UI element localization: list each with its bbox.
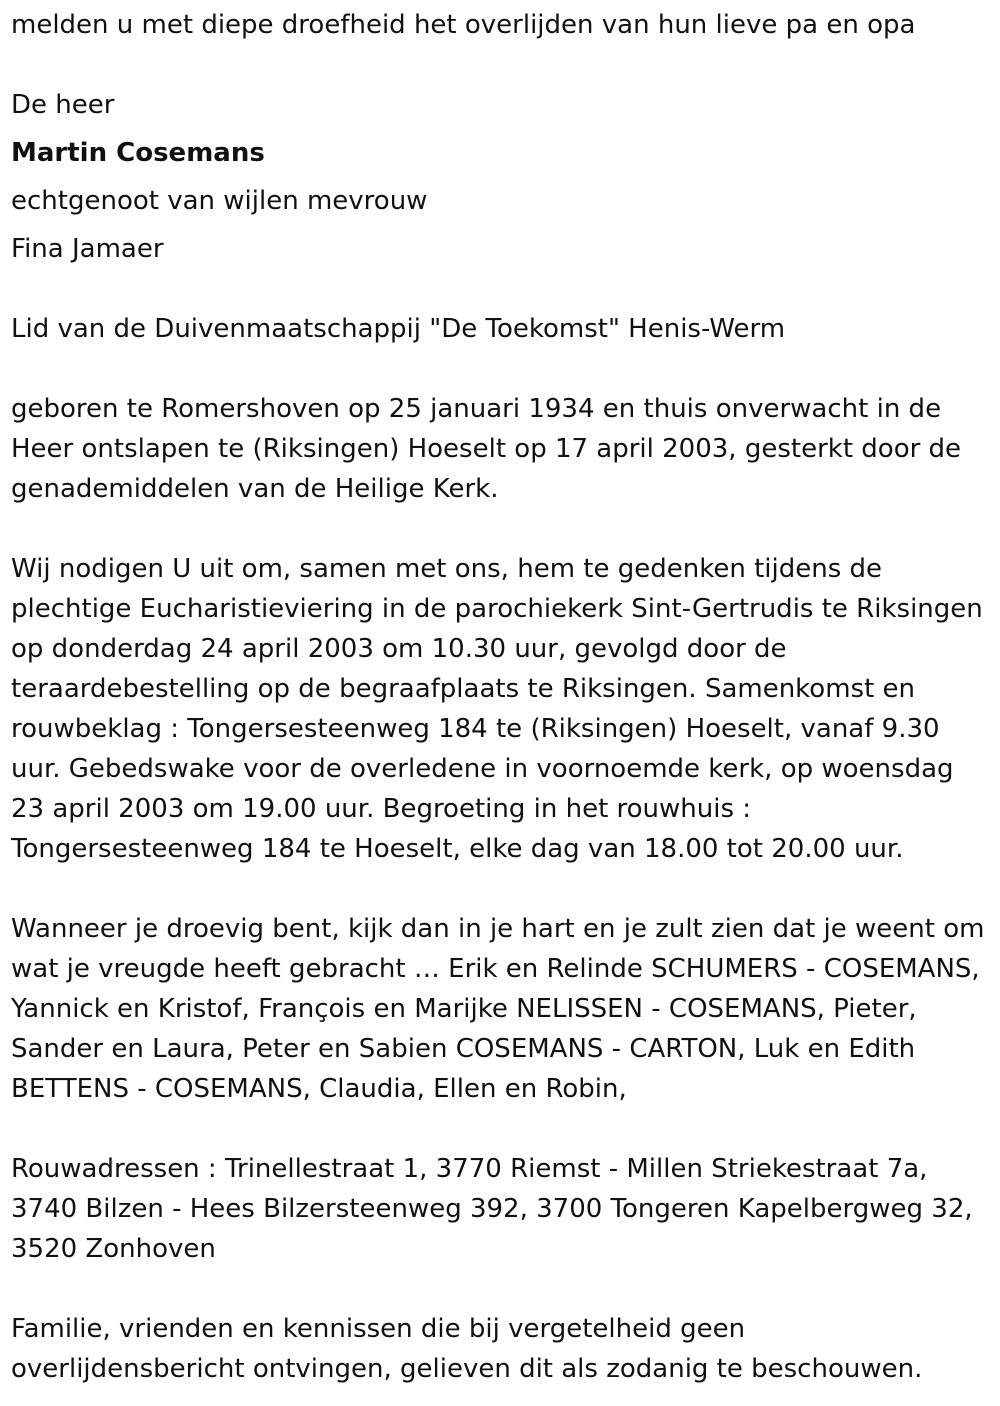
- birth-death-paragraph: geboren te Romershoven op 25 januari 1934 en thuis onverwacht in de Heer ontslapen te (Riksingen) Hoeselt op 17 april 2003, gesterkt door de genademiddelen van de Heilige Kerk.: [11, 394, 962, 504]
- family-paragraph: Wanneer je droevig bent, kijk dan in je hart en je zult zien dat je weent om wat je vreugde heeft gebracht … Erik en Relinde SCHUMERS - COSEMANS, Yannick en Kristof, François en Marijke NELISSEN - COSEMANS, Pieter, Sander en Laura, Peter en Sabien COSEMANS - CARTON, Luk en Edith BETTENS - COSEMANS, Claudia, Ellen en Robin,: [11, 914, 985, 1104]
- salutation: De heer: [11, 90, 115, 120]
- spouse-line: echtgenoot van wijlen mevrouw: [11, 186, 428, 216]
- spouse-name: Fina Jamaer: [11, 234, 164, 264]
- invitation-paragraph: Wij nodigen U uit om, samen met ons, hem te gedenken tijdens de plechtige Eucharistieviering in de parochiekerk Sint-Gertrudis te Riksingen op donderdag 24 april 2003 om 10.30 uur, gevolgd door de teraardebestelling op de begraafplaats te Riksingen. Samenkomst en rouwbeklag : Tongersesteenweg 184 te (Riksingen) Hoeselt, vanaf 9.30 uur. Gebedswake voor de overledene in voornoemde kerk, op woensdag 23 april 2003 om 19.00 uur. Begroeting in het rouwhuis : Tongersesteenweg 184 te Hoeselt, elke dag van 18.00 tot 20.00 uur.: [11, 554, 983, 864]
- deceased-name: Martin Cosemans: [11, 138, 265, 168]
- addresses-paragraph: Rouwadressen : Trinellestraat 1, 3770 Riemst - Millen Striekestraat 7a, 3740 Bilzen - Hees Bilzersteenweg 392, 3700 Tongeren Kapelbergweg 32, 3520 Zonhoven: [11, 1154, 973, 1264]
- closing-paragraph: Familie, vrienden en kennissen die bij vergetelheid geen overlijdensbericht ontvingen, gelieven dit als zodanig te beschouwen.: [11, 1314, 923, 1384]
- membership-line: Lid van de Duivenmaatschappij "De Toekomst" Henis-Werm: [11, 314, 786, 344]
- intro-line: melden u met diepe droefheid het overlijden van hun lieve pa en opa: [11, 10, 916, 40]
